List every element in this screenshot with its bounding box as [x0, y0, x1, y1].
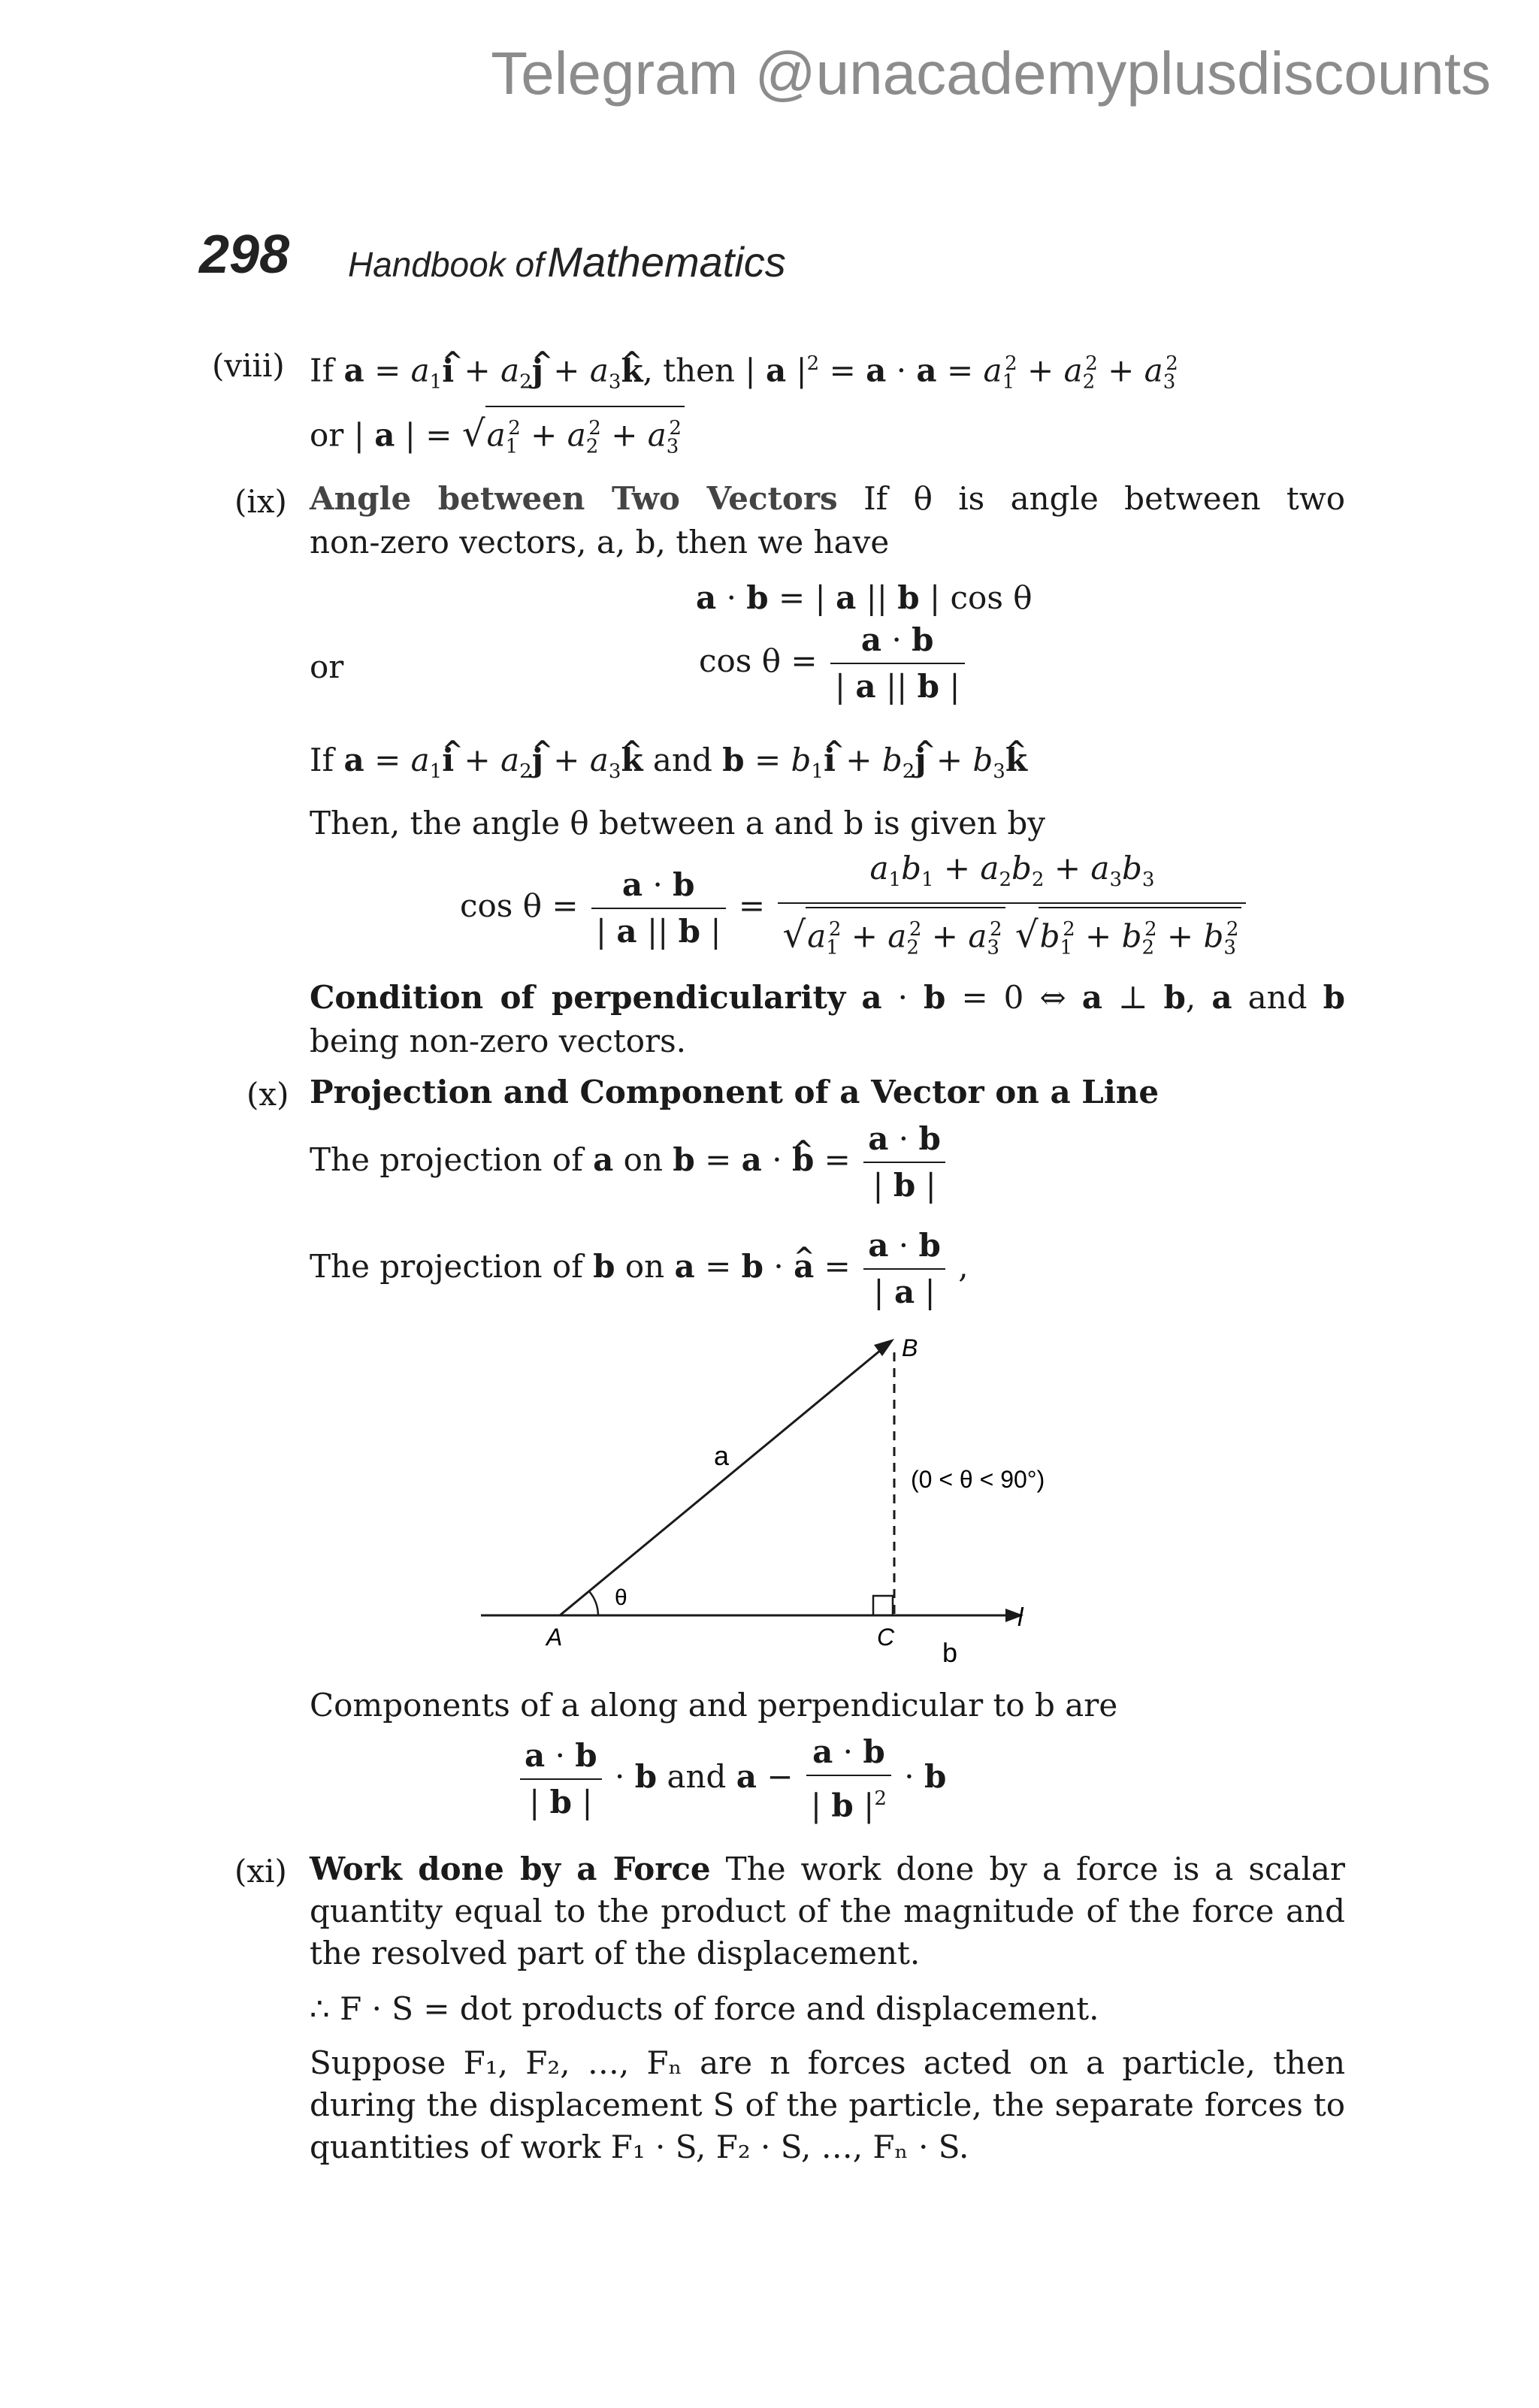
components-formula: $\frac{a \cdot b}{| b |}$ · b and a − $\frac{a \cdot b}{| b |^2}$ · b [517, 1733, 946, 1826]
magnitude-formula-2: or | a | = $√a_1^2 + a_2^2 + a_3^2$ [310, 406, 685, 467]
work-suppose-1: Suppose F₁, F₂, …, Fₙ are n forces acted on a particle, then [310, 2044, 1345, 2081]
projection-heading: Projection and Component of a Vector on a Line [310, 1074, 1160, 1110]
label-theta: θ [615, 1585, 627, 1610]
work-suppose-2: during the displacement S of the particle, the separate forces to [310, 2086, 1345, 2123]
magnitude-formula-1: If $a = a_1i$ ^ + $a_2j$ ^ + $a_3k$ ^, then | a $|^2 = a \cdot a = a_1^2 + a_2^2 + a_3^2$ [310, 344, 1178, 402]
work-text-3: the resolved part of the displacement. [310, 1935, 921, 1971]
label-C: C [877, 1624, 895, 1651]
perpendicularity-line: Condition of perpendicularity a · b = 0 ⇔ a ⊥ b, a and b [310, 979, 1345, 1016]
work-text-1: The work done by a force is a scalar [725, 1851, 1345, 1887]
book-title-prefix: Handbook of [348, 245, 544, 284]
label-l: l [1017, 1603, 1023, 1632]
section-marker-viii: (viii) [212, 347, 285, 384]
components-line: Components of a along and perpendicular to b are [310, 1687, 1118, 1724]
work-text-2: quantity equal to the product of the magnitude of the force and [310, 1893, 1345, 1929]
perpendicularity-tail: being non-zero vectors. [310, 1023, 686, 1059]
angle-intro-1: If θ is angle between two [863, 480, 1345, 517]
theta-arc [589, 1591, 598, 1615]
angle-note: (0 < θ < 90°) [911, 1466, 1045, 1493]
dot-product-formula: a · b = | a || b | cos θ [696, 579, 1033, 616]
then-angle-line: Then, the angle θ between a and b is given by [310, 805, 1045, 841]
work-therefore-line: ∴ F · S = dot products of force and displacement. [310, 1990, 1099, 2027]
cos-theta-formula: cos θ = $\frac{a \cdot b}{| a || b |}$ [699, 621, 968, 706]
work-line-1 [310, 1850, 1345, 1889]
watermark: Telegram @unacademyplusdiscounts [491, 40, 1491, 107]
work-suppose-3: quantities of work F₁ · S, F₂ · S, …, Fₙ · S. [310, 2129, 969, 2165]
cos-theta-components-formula: cos θ = $\frac{a \cdot b}{| a || b |}$ = $\frac{a_1b_1 + a_2b_2 + a_3b_3}{√a_1^2 + a_2^2 + a_3^2 √b_1^2 + b_2^2 + b_3^2}$ [460, 849, 1249, 968]
label-A: A [546, 1624, 563, 1651]
section-marker-x: (x) [246, 1076, 289, 1113]
work-heading: Work done by a Force [310, 1851, 711, 1887]
page-number: 298 [199, 225, 290, 285]
label-B: B [902, 1334, 918, 1361]
label-vector-b: b [942, 1637, 958, 1668]
book-title-main: Mathematics [547, 238, 786, 286]
section-marker-ix: (ix) [234, 483, 287, 520]
component-form-line: If $a = a_1i$ ^ + $a_2j$ ^ + $a_3k$ ^ and $b = b_1i$ ^ + $b_2j$ ^ + $b_3k$ ^ [310, 741, 1027, 791]
angle-heading: Angle between Two Vectors [310, 480, 838, 517]
perpendicularity-heading: Condition of perpendicularity [310, 979, 846, 1016]
section-marker-xi: (xi) [234, 1853, 287, 1890]
label-vector-a: a [714, 1440, 730, 1471]
projection-b-on-a: The projection of b on a = b · a ^ = $\frac{a \cdot b}{| a |}$ , [310, 1226, 969, 1312]
angle-intro-2: non-zero vectors, a, b, then we have [310, 524, 890, 560]
projection-a-on-b: The projection of a on b = a · b ^ = $\frac{a \cdot b}{| b |}$ [310, 1119, 948, 1205]
right-angle-marker [873, 1596, 893, 1615]
vector-a-line [560, 1346, 885, 1615]
or-label: or [310, 648, 344, 685]
